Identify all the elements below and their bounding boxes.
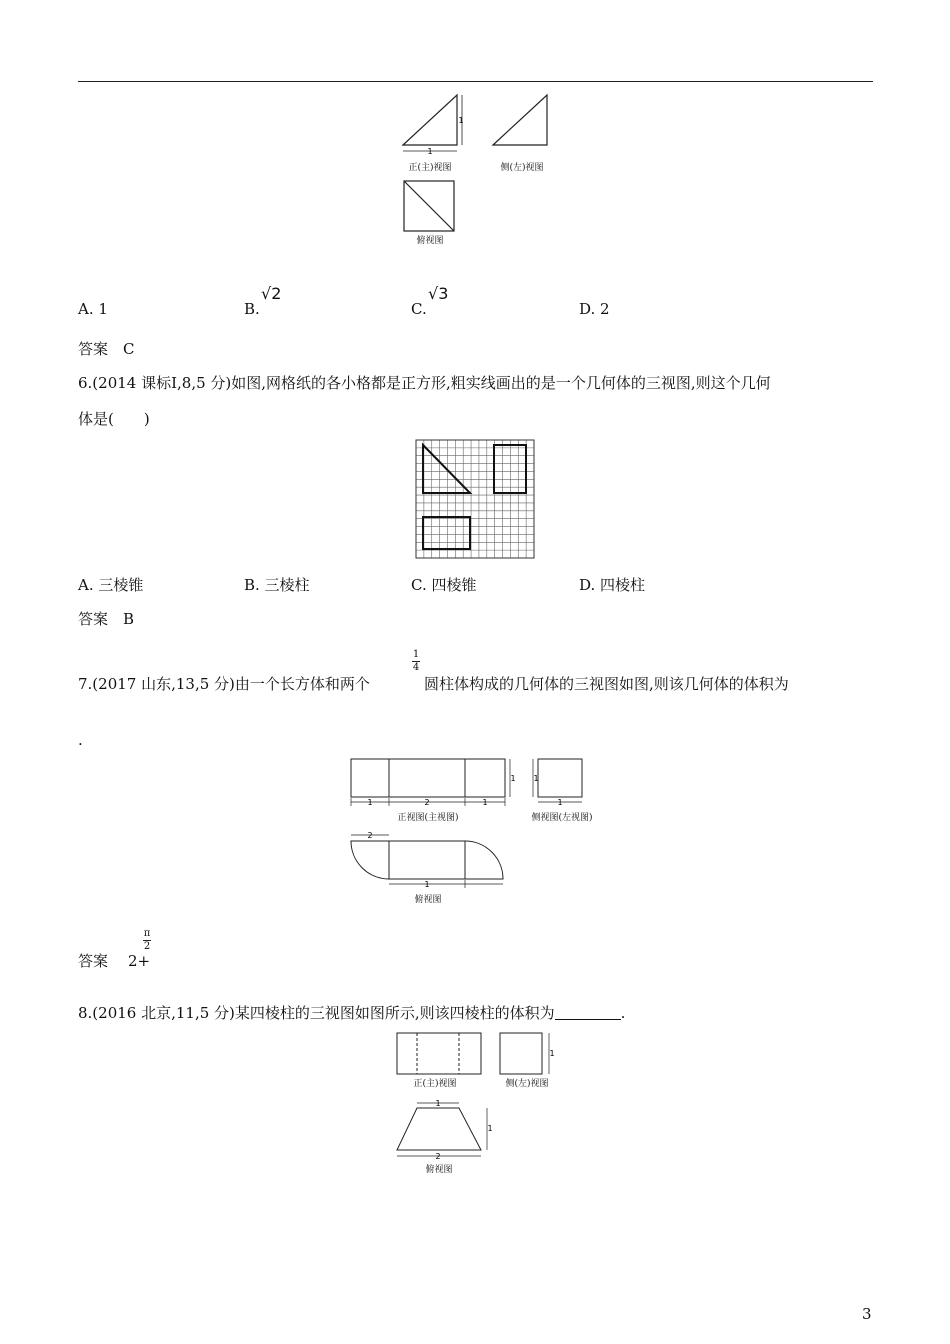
svg-text:1: 1 [424,880,430,889]
q7-top-caption: 俯视图 [414,895,442,905]
q6-option-d: D. 四棱柱 [579,576,646,594]
q8-side-caption: 侧(左)视图 [505,1079,549,1089]
q7-top-view [351,841,503,879]
q6-answer: 答案 B [78,610,135,628]
q7-side-view [538,759,582,797]
q5-side-view [493,95,547,145]
q7-front-view [351,759,505,797]
header-rule [78,81,873,82]
q8-three-view-figure [390,1028,560,1163]
svg-text:1: 1 [482,798,488,807]
svg-text:1: 1 [427,147,433,156]
q7-front-caption: 正视图(主视图) [397,813,459,823]
q8-question [78,1003,625,1023]
q6-question-line2: 体是( ) [78,410,150,428]
q5-side-caption: 侧(左)视图 [500,163,544,173]
q8-front-view [397,1033,481,1074]
svg-text:2: 2 [367,831,373,840]
svg-text:1: 1 [435,1099,441,1108]
q7-answer-fraction-numerator: π [143,928,151,939]
q8-side-view [500,1033,542,1074]
q5-option-b: B. [244,300,260,318]
q7-question-end: . [78,731,83,749]
q5-option-b-sqrt: √2 [261,284,282,303]
q6-grid-figure [414,438,536,560]
q8-question-text: 8.(2016 北京,11,5 分)某四棱柱的三视图如图所示,则该四棱柱的体积为 [78,1004,555,1022]
q7-three-view-figure [345,752,610,907]
q7-question-suffix: 圆柱体构成的几何体的三视图如图,则该几何体的体积为 [424,675,789,693]
q7-answer-fraction [141,929,153,952]
svg-text:2: 2 [435,1152,441,1161]
svg-text:1: 1 [510,774,516,783]
q6-option-a: A. 三棱锥 [78,576,144,594]
svg-text:1: 1 [533,774,539,783]
q8-answer-blank [555,1005,621,1020]
svg-text:1: 1 [367,798,373,807]
q5-front-caption: 正(主)视图 [408,163,452,173]
q5-front-view [403,95,457,145]
q7-answer-label: 答案 [78,952,109,970]
q7-question-prefix: 7.(2017 山东,13,5 分)由一个长方体和两个 [78,675,370,693]
q8-top-view [397,1108,481,1150]
q6-option-c: C. 四棱锥 [411,576,477,594]
q5-option-a: A. 1 [78,300,108,318]
page-number: 3 [862,1305,872,1323]
q7-answer-value: 2+ [128,952,151,970]
svg-text:1: 1 [487,1124,493,1133]
q7-fraction [410,650,422,673]
q8-question-end: . [620,1004,626,1022]
q5-top-caption: 俯视图 [416,236,444,246]
q7-answer-fraction-denominator: 2 [143,941,151,952]
svg-text:2: 2 [424,798,430,807]
q5-option-d: D. 2 [579,300,610,318]
q5-option-c: C. [411,300,427,318]
q8-top-caption: 俯视图 [425,1165,453,1175]
q6-option-b: B. 三棱柱 [244,576,310,594]
svg-text:1: 1 [549,1049,555,1058]
svg-text:1: 1 [458,116,464,125]
q7-fraction-denominator: 4 [412,662,420,673]
q6-side-view [494,445,526,493]
q6-question-line1: 6.(2014 课标Ⅰ,8,5 分)如图,网格纸的各小格都是正方形,粗实线画出的是一个几何体的三视图,则这个几何 [78,374,771,392]
q7-fraction-numerator: 1 [412,649,420,660]
q5-answer: 答案 C [78,340,135,358]
q5-option-c-sqrt: √3 [428,284,449,303]
q8-front-caption: 正(主)视图 [413,1079,457,1089]
svg-text:1: 1 [557,798,563,807]
q7-side-caption: 侧视图(左视图) [531,813,593,823]
